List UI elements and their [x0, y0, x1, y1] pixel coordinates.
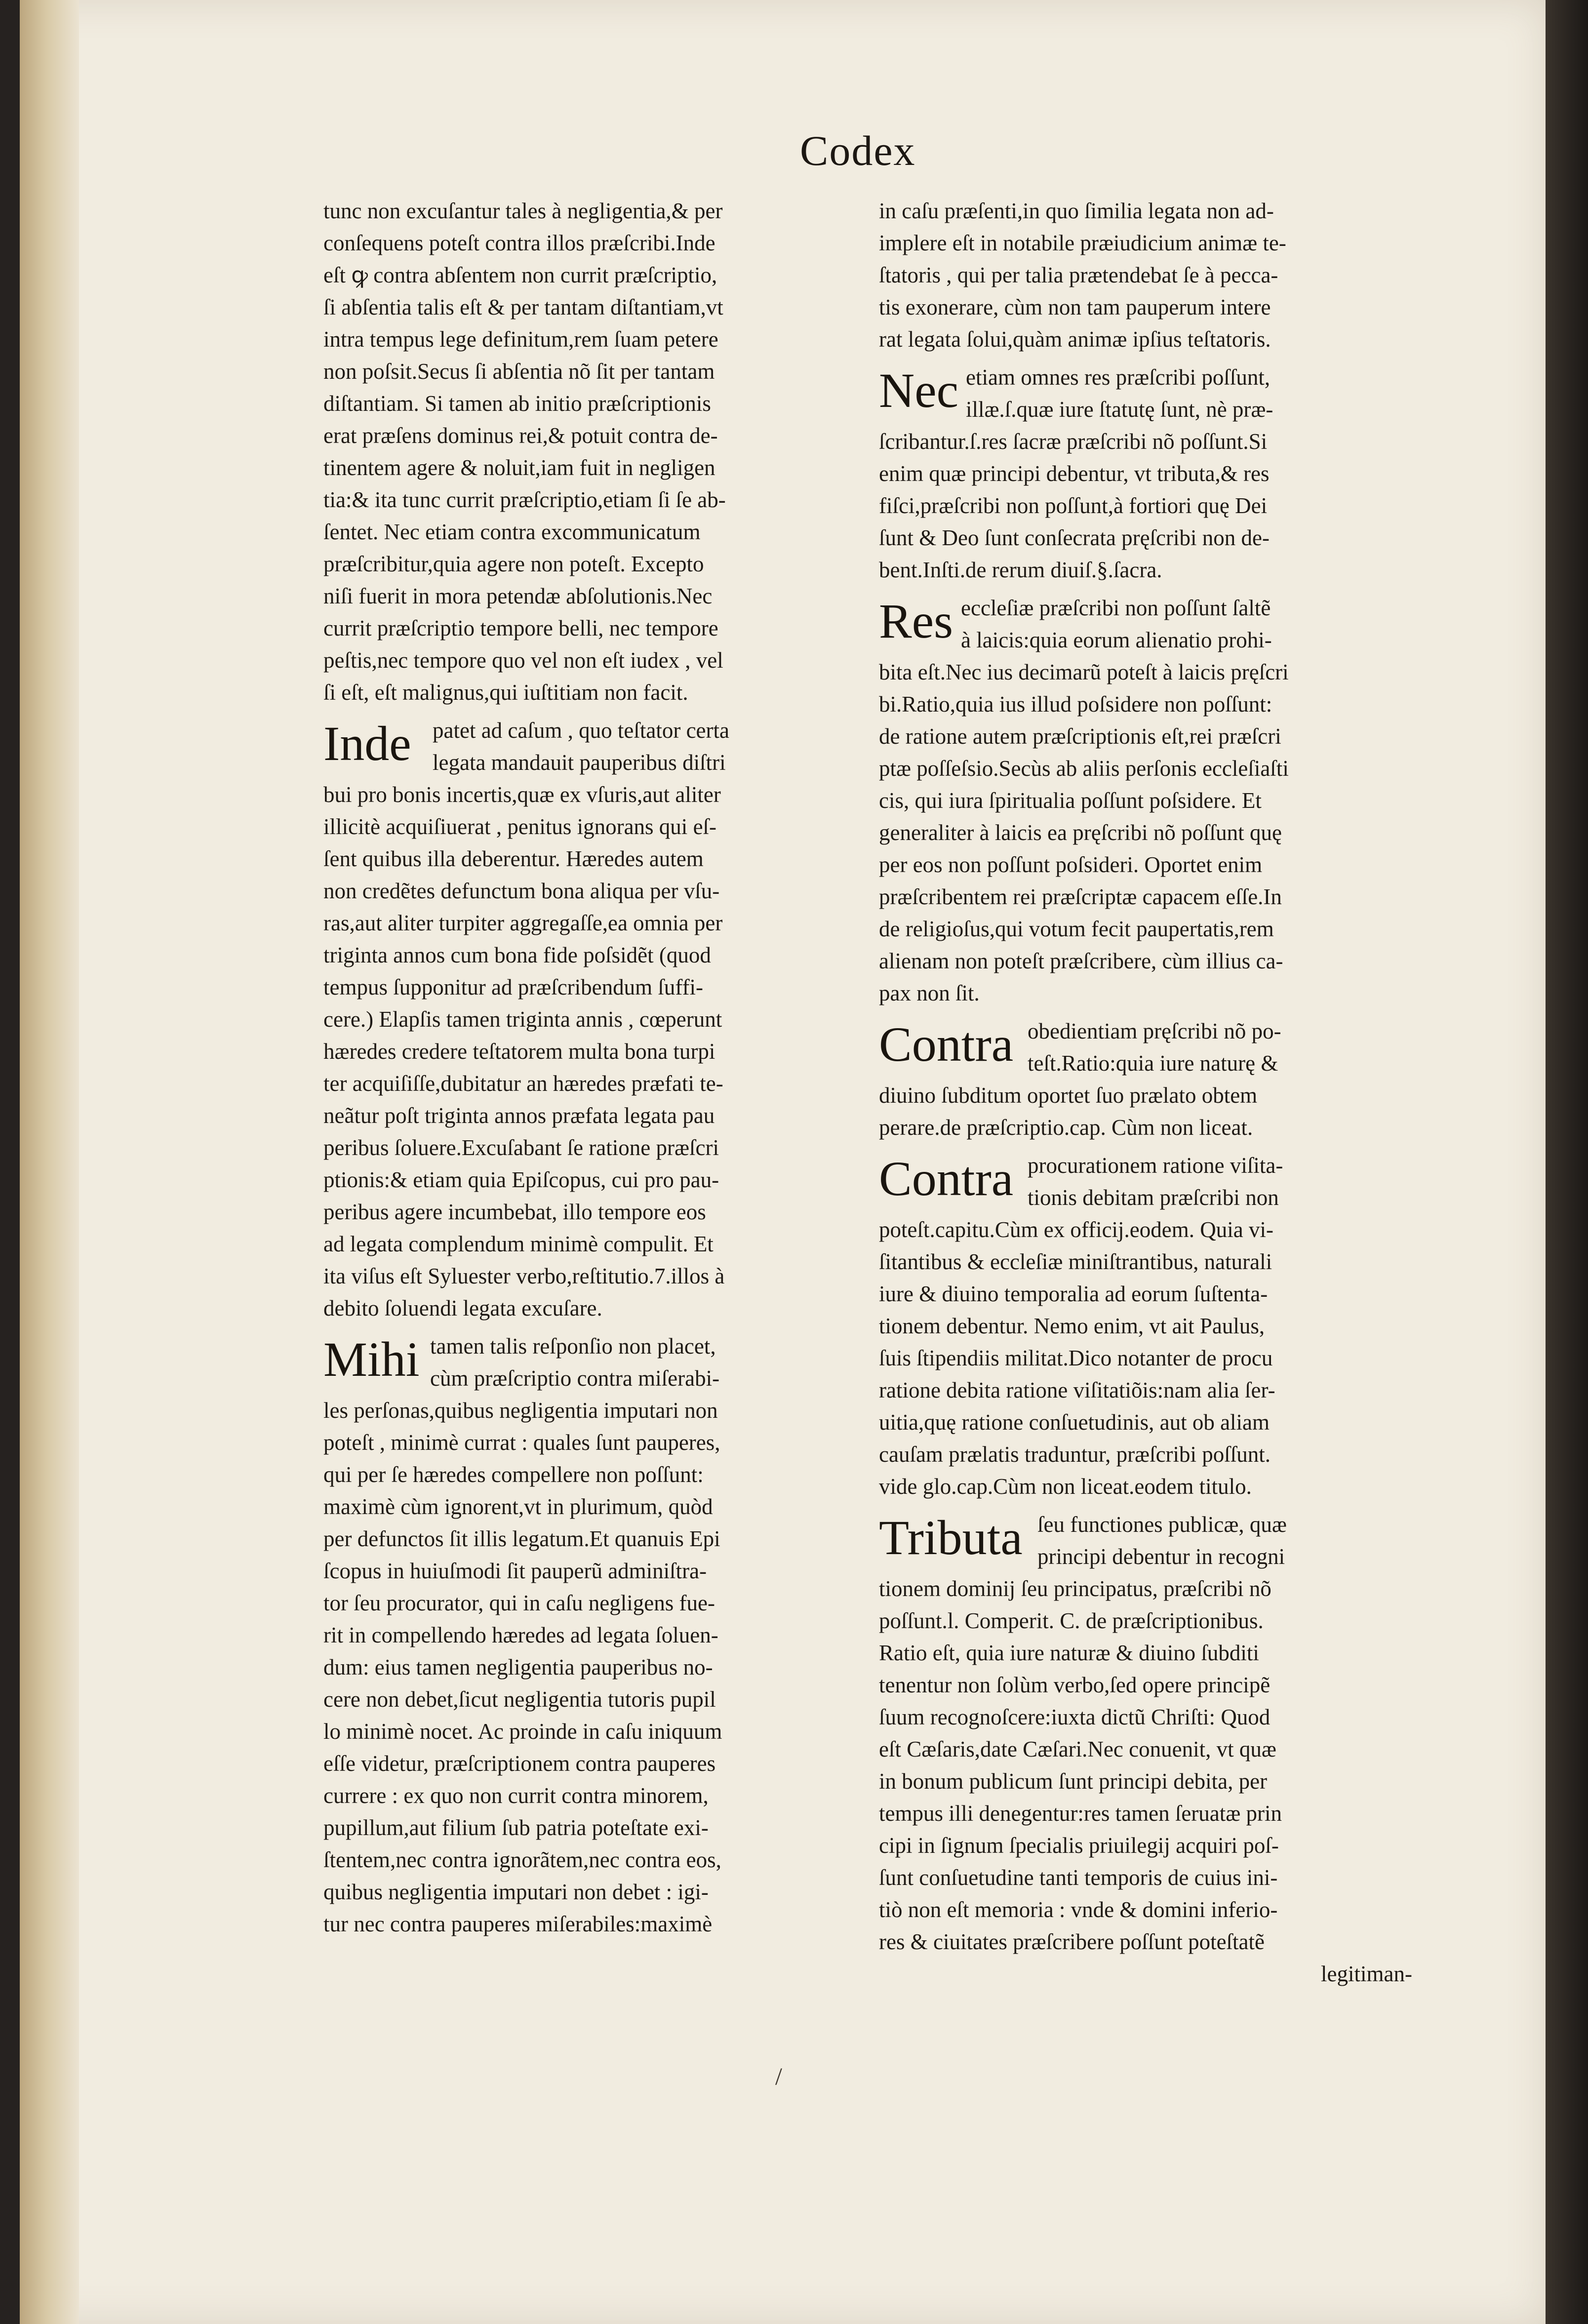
- text-line: iure & diuino temporalia ad eorum ſuſtenta-: [879, 1282, 1268, 1306]
- text-line: vide glo.cap.Cùm non liceat.eodem titulo.: [879, 1474, 1252, 1499]
- opening-paragraph: [879, 195, 1412, 356]
- text-line: ſi abſentia talis eſt & per tantam diſtantiam,vt: [323, 295, 723, 320]
- page-gutter-edge: [20, 0, 79, 2324]
- text-line: cauſam prælatis traduntur, præſcribi poſſunt.: [879, 1442, 1271, 1467]
- text-line: niſi fuerit in mora petendæ abſolutionis.Nec: [323, 584, 713, 608]
- text-line: uitia,quę ratione conſuetudinis, aut ob aliam: [879, 1410, 1270, 1435]
- text-line: les perſonas,quibus negligentia imputari non: [323, 1398, 718, 1423]
- paragraph: [323, 715, 857, 1324]
- text-line: quibus negligentia imputari non debet : igi-: [323, 1880, 709, 1904]
- text-line: bi.Ratio,quia ius illud poſsidere non poſſunt:: [879, 692, 1272, 717]
- text-line: per defunctos ſit illis legatum.Et quanuis Epi: [323, 1526, 720, 1551]
- text-line: intra tempus lege definitum,rem ſuam petere: [323, 327, 718, 352]
- text-line: res & ciuitates præſcribere poſſunt poteſtatẽ: [879, 1929, 1265, 1954]
- text-line: bita eſt.Nec ius decimarũ poteſt à laicis pręſcri: [879, 660, 1289, 684]
- text-line: ſcribantur.ſ.res ſacræ præſcribi nõ poſſunt.Si: [879, 429, 1268, 454]
- text-line: non poſsit.Secus ſi abſentia nõ ſit per tantam: [323, 359, 715, 384]
- text-line: tempus ſupponitur ad præſcribendum ſuffi-: [323, 975, 704, 1000]
- text-line: obedientiam pręſcribi nõ po-: [1028, 1019, 1281, 1043]
- text-line: in bonum publicum ſunt principi debita, per: [879, 1769, 1268, 1794]
- text-line: cere non debet,ſicut negligentia tutoris pupil: [323, 1687, 716, 1712]
- text-line: peribus agere incumbebat, illo tempore eos: [323, 1200, 706, 1224]
- text-line: tur nec contra pauperes miſerabiles:maximè: [323, 1912, 713, 1936]
- opening-paragraph: [323, 195, 857, 709]
- text-line: illæ.ſ.quæ iure ſtatutę ſunt, nè præ-: [966, 397, 1273, 422]
- text-line: legata mandauit pauperibus diſtri: [433, 750, 726, 775]
- text-line: bui pro bonis incertis,quæ ex vſuris,aut aliter: [323, 782, 721, 807]
- text-line: ſunt & Deo ſunt conſecrata pręſcribi non de-: [879, 525, 1270, 550]
- text-line: eſt ꝙ contra abſentem non currit præſcriptio,: [323, 263, 717, 287]
- initial-lines: [323, 1330, 857, 1395]
- text-line: poteſt.capitu.Cùm ex officij.eodem. Quia vi-: [879, 1217, 1273, 1242]
- text-line: dum: eius tamen negligentia pauperibus no-: [323, 1655, 713, 1680]
- text-line: diſtantiam. Si tamen ab initio præſcriptionis: [323, 391, 711, 416]
- text-line: lo minimè nocet. Ac proinde in caſu iniquum: [323, 1719, 722, 1744]
- right-column: [879, 195, 1412, 1990]
- text-line: maximè cùm ignorent,vt in plurimum, quòd: [323, 1494, 713, 1519]
- initial-word: Contra: [879, 1017, 1014, 1072]
- stray-mark: /: [775, 2062, 782, 2090]
- catchword: legitiman-: [1321, 1962, 1412, 1986]
- text-line: de ratione autem præſcriptionis eſt,rei præſcri: [879, 724, 1281, 749]
- text-line: ras,aut aliter turpiter aggregaſſe,ea omnia per: [323, 911, 723, 935]
- paragraph: [879, 1015, 1412, 1144]
- initial-lines: [879, 361, 1412, 426]
- text-line: eſt Cæſaris,date Cæſari.Nec conuenit, vt quæ: [879, 1737, 1276, 1762]
- text-line: etiam omnes res præſcribi poſſunt,: [966, 365, 1270, 390]
- text-line: Ratio eſt, quia iure naturæ & diuino ſubditi: [879, 1641, 1259, 1665]
- text-line: generaliter à laicis ea pręſcribi nõ poſſunt quę: [879, 820, 1282, 845]
- text-line: tinentem agere & noluit,iam fuit in negligen: [323, 455, 715, 480]
- text-line: currere : ex quo non currit contra minorem,: [323, 1783, 709, 1808]
- text-line: per eos non poſſunt poſsideri. Oportet enim: [879, 852, 1263, 877]
- text-line: in caſu præſenti,in quo ſimilia legata non ad-: [879, 199, 1274, 223]
- text-line: cere.) Elapſis tamen triginta annis , cœperunt: [323, 1007, 722, 1032]
- text-line: triginta annos cum bona fide poſsidẽt (quod: [323, 943, 711, 967]
- text-line: præſcribentem rei præſcriptæ capacem eſſe.In: [879, 884, 1282, 909]
- text-line: implere eſt in notabile præiudicium animæ te-: [879, 231, 1286, 255]
- paragraph: [879, 1509, 1412, 1958]
- text-line: perare.de præſcriptio.cap. Cùm non liceat.: [879, 1115, 1253, 1140]
- text-line: pax non ſit.: [879, 981, 980, 1005]
- text-line: de religioſus,qui votum fecit paupertatis,rem: [879, 917, 1274, 941]
- binding-shadow: [1546, 0, 1588, 2324]
- text-line: fiſci,præſcribi non poſſunt,à fortiori quę Dei: [879, 493, 1268, 518]
- text-line: peſtis,nec tempore quo vel non eſt iudex , vel: [323, 648, 723, 673]
- initial-lines: [879, 592, 1412, 656]
- text-line: rit in compellendo hæredes ad legata ſoluen-: [323, 1623, 718, 1647]
- text-line: debito ſoluendi legata excuſare.: [323, 1296, 602, 1321]
- text-line: neãtur poſt triginta annos præfata legata pau: [323, 1103, 715, 1128]
- text-line: teſt.Ratio:quia iure naturę &: [1028, 1051, 1278, 1076]
- text-line: tunc non excuſantur tales à negligentia,& per: [323, 199, 723, 223]
- text-line: currit præſcriptio tempore belli, nec tempore: [323, 616, 718, 641]
- text-line: poſſunt.l. Comperit. C. de præſcriptionibus.: [879, 1608, 1264, 1633]
- text-line: cùm præſcriptio contra miſerabi-: [430, 1366, 720, 1391]
- initial-word: Inde: [323, 716, 411, 771]
- text-line: patet ad caſum , quo teſtator certa: [433, 718, 729, 743]
- paragraph: [879, 361, 1412, 586]
- text-line: tionis debitam præſcribi non: [1028, 1185, 1279, 1210]
- text-line: ratione debita ratione viſitatiõis:nam alia ſer-: [879, 1378, 1275, 1402]
- initial-word: Mihi: [323, 1332, 420, 1387]
- text-line: ita viſus eſt Syluester verbo,reſtitutio.7.illos à: [323, 1264, 725, 1288]
- initial-word: Res: [879, 594, 953, 648]
- text-line: pupillum,aut filium ſub patria poteſtate exi-: [323, 1815, 709, 1840]
- text-line: tempus illi denegentur:res tamen ſeruatæ prin: [879, 1801, 1282, 1826]
- text-line: ſentet. Nec etiam contra excommunicatum: [323, 520, 701, 544]
- text-line: à laicis:quia eorum alienatio prohi-: [961, 628, 1272, 652]
- text-line: ſtatoris , qui per talia prætendebat ſe à pecca-: [879, 263, 1278, 287]
- text-line: tamen talis reſponſio non placet,: [430, 1334, 716, 1359]
- text-line: ſuum recognoſcere:iuxta dictũ Chriſti: Quod: [879, 1705, 1270, 1729]
- text-line: ad legata complendum minimè compulit. Et: [323, 1232, 714, 1256]
- initial-word: Contra: [879, 1151, 1014, 1206]
- left-column: [323, 195, 857, 1940]
- text-line: bent.Inſti.de rerum diuiſ.§.ſacra.: [879, 558, 1162, 582]
- text-line: eccleſiæ præſcribi non poſſunt ſaltẽ: [961, 596, 1271, 620]
- text-line: cis, qui iura ſpiritualia poſſunt poſsidere. Et: [879, 788, 1262, 813]
- text-line: ptionis:& etiam quia Epiſcopus, cui pro pau-: [323, 1167, 719, 1192]
- text-line: peribus ſoluere.Excuſabant ſe ratione præſcri: [323, 1135, 719, 1160]
- initial-word: Nec: [879, 363, 958, 418]
- text-line: principi debentur in recogni: [1037, 1544, 1285, 1569]
- initial-lines: [879, 1509, 1412, 1573]
- initial-word: Tributa: [879, 1510, 1023, 1565]
- text-line: conſequens poteſt contra illos præſcribi.Inde: [323, 231, 715, 255]
- text-line: ſitantibus & eccleſiæ miniſtrantibus, naturali: [879, 1249, 1272, 1274]
- text-line: ſuis ſtipendiis militat.Dico notanter de procu: [879, 1346, 1273, 1370]
- initial-lines: [323, 715, 857, 779]
- text-line: illicitè acquiſiuerat , penitus ignorans qui eſ-: [323, 814, 717, 839]
- text-line: ſeu functiones publicæ, quæ: [1037, 1512, 1287, 1537]
- text-line: cipi in ſignum ſpecialis priuilegij acquiri poſ-: [879, 1833, 1279, 1858]
- paragraph: [879, 592, 1412, 1009]
- paragraph: [323, 1330, 857, 1940]
- text-line: ptæ poſſeſsio.Secùs ab aliis perſonis eccleſiaſti: [879, 756, 1289, 781]
- initial-lines: [879, 1015, 1412, 1080]
- text-line: præſcribitur,quia agere non poteſt. Excepto: [323, 552, 704, 576]
- text-line: tis exonerare, cùm non tam pauperum intere: [879, 295, 1271, 320]
- text-line: hæredes credere teſtatorem multa bona turpi: [323, 1039, 715, 1064]
- text-line: ſent quibus illa deberentur. Hæredes autem: [323, 846, 704, 871]
- text-line: ter acquiſiſſe,dubitatur an hæredes præfati te-: [323, 1071, 723, 1096]
- text-line: enim quæ principi debentur, vt tributa,& res: [879, 461, 1270, 486]
- text-line: procurationem ratione viſita-: [1028, 1153, 1283, 1178]
- text-line: tia:& ita tunc currit præſcriptio,etiam ſi ſe ab-: [323, 487, 726, 512]
- initial-lines: [879, 1150, 1412, 1214]
- paragraph: [879, 1150, 1412, 1503]
- text-line: ſcopus in huiuſmodi ſit pauperũ adminiſtra-: [323, 1559, 707, 1583]
- text-line: tiò non eſt memoria : vnde & domini inferio-: [879, 1897, 1278, 1922]
- text-line: rat legata ſolui,quàm animæ ipſius teſtatoris.: [879, 327, 1271, 352]
- text-line: alienam non poteſt præſcribere, cùm illius ca-: [879, 949, 1283, 973]
- text-line: non credẽtes defunctum bona aliqua per vſu-: [323, 879, 720, 903]
- text-line: eſſe videtur, præſcriptionem contra pauperes: [323, 1751, 716, 1776]
- text-line: ſunt conſuetudine tanti temporis de cuius ini-: [879, 1865, 1278, 1890]
- text-line: ſtentem,nec contra ignorãtem,nec contra eos,: [323, 1847, 721, 1872]
- text-line: ſi eſt, eſt malignus,qui iuſtitiam non facit.: [323, 680, 688, 705]
- text-line: tenentur non ſolùm verbo,ſed opere principẽ: [879, 1673, 1270, 1697]
- text-line: tor ſeu procurator, qui in caſu negligens fue-: [323, 1591, 715, 1615]
- running-head: Codex: [800, 127, 916, 174]
- text-line: qui per ſe hæredes compellere non poſſunt:: [323, 1462, 704, 1487]
- text-line: tionem dominij ſeu principatus, præſcribi nõ: [879, 1576, 1271, 1601]
- text-line: tionem debentur. Nemo enim, vt ait Paulus,: [879, 1314, 1265, 1338]
- text-line: erat præſens dominus rei,& potuit contra de-: [323, 423, 718, 448]
- text-line: diuino ſubditum oportet ſuo prælato obtem: [879, 1083, 1258, 1108]
- text-line: poteſt , minimè currat : quales ſunt pauperes,: [323, 1430, 720, 1455]
